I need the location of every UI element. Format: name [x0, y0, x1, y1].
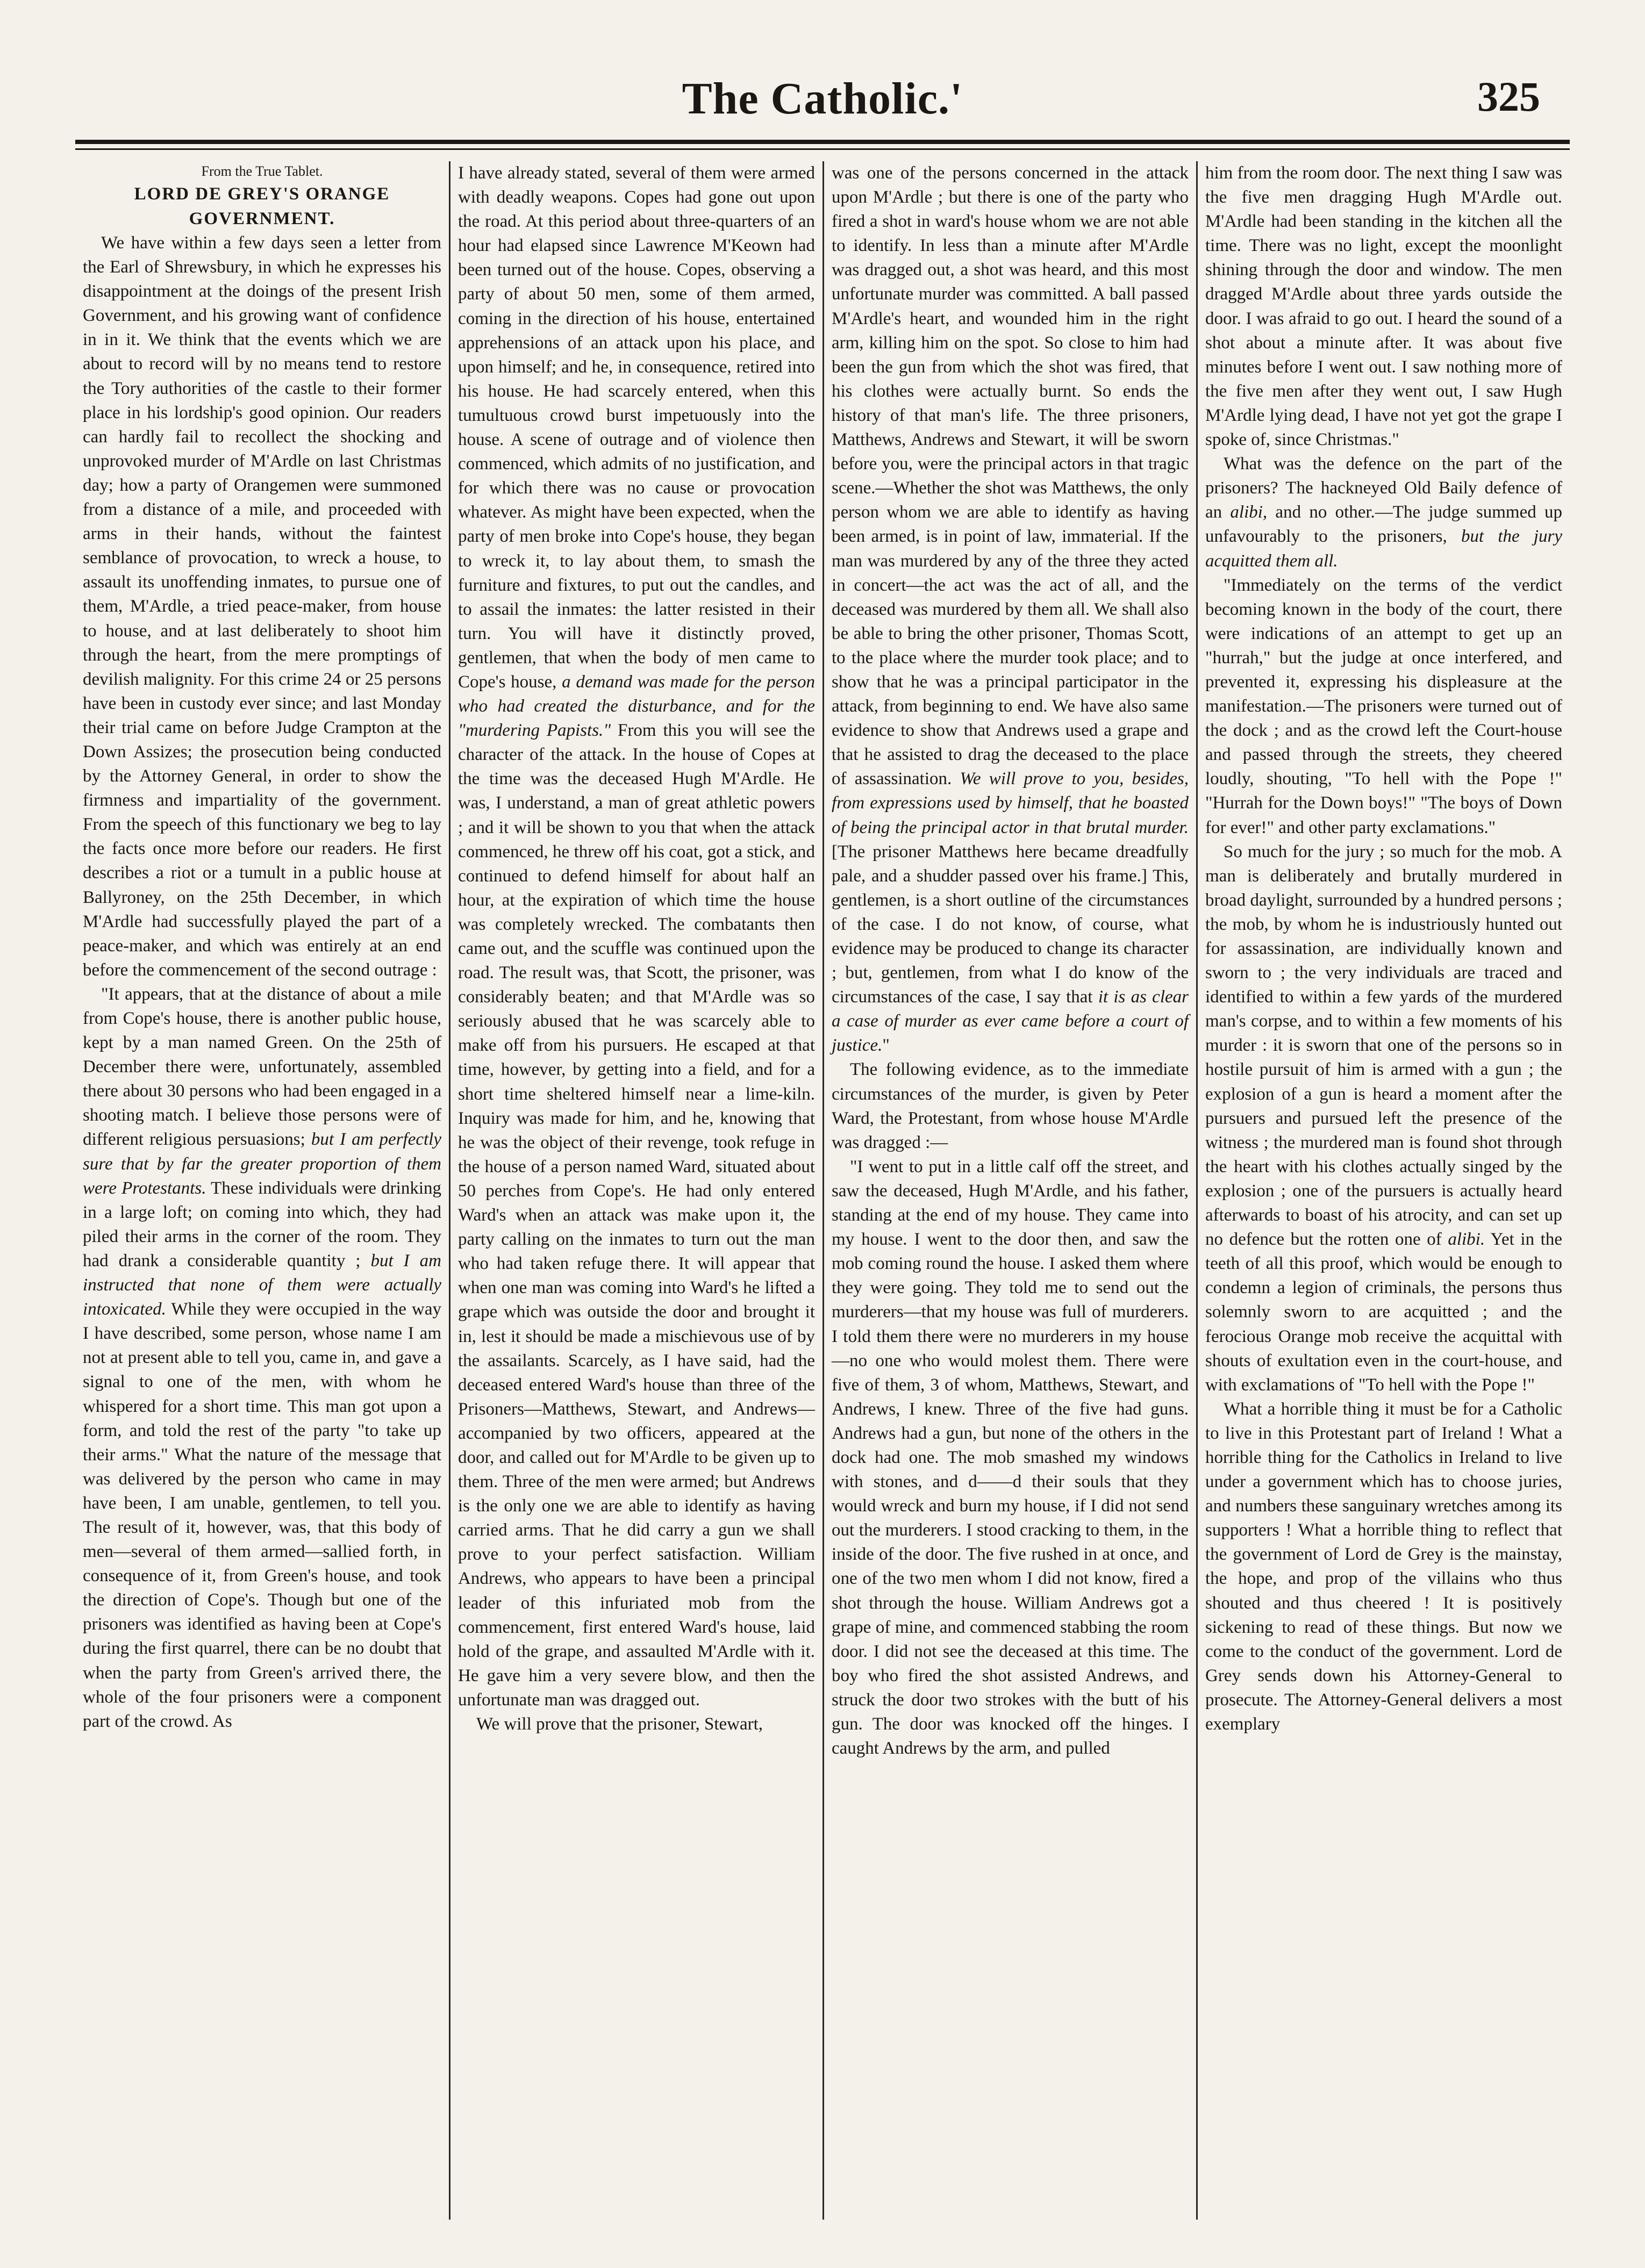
quoted-paragraph — [83, 982, 441, 1734]
paragraph — [1205, 840, 1562, 1397]
text-run: and no other.—The judge summed up unfavourably to the prisoners, — [1205, 503, 1562, 547]
text-run: While they were occupied in the way I have described, some person, whose name I am not at present able to tell you, came in, and gave a signal to one of the men, with whom he whispered for a short time. This man got upon a form, and told the rest of the party "to take up their arms." What the nature of the message that was delivered by the person who came in may have been, I am unable, gentlemen, to tell you. The result of it, however, was, that this body of men—several of them armed—sallied forth, in consequence of it, from Green's house, and took the direction of Cope's. Though but one of the prisoners was identified as having been at Cope's during the first quarrel, there can be no doubt that when the party from Green's arrived there, the whole of the four prisoners were a component part of the crowd. As — [83, 1300, 441, 1731]
paragraph: We have within a few days seen a letter from the Earl of Shrewsbury, in which he expresses his disappointment at the doings of the present Irish Government, and his growing want of confidence in in it. We think that the events which we are about to record will by no means tend to restore the Tory authorities of the castle to their former place in his lordship's good opinion. Our readers can hardly fail to recollect the shocking and unprovoked murder of M'Ardle on last Christmas day; how a party of Orangemen were summoned from a distance of a mile, and proceeded with arms in their hands, without the faintest semblance of provocation, to wreck a house, to assault its unoffending inmates, to pursue one of them, M'Ardle, a tried peace-maker, from house to house, and at last deliberately to shoot him through the heart, from the mere promptings of devilish malignity. For this crime 24 or 25 persons have been in custody ever since; and last Monday their trial came on before Judge Crampton at the Down Assizes; the prosecution being conducted by the Attorney General, in order to show the firmness and impartiality of the government. From the speech of this functionary we beg to lay the facts once more before our readers. He first describes a riot or a tumult in a public house at Ballyroney, on the 25th December, in which M'Ardle had successfully played the part of a peace-maker, and which was entirely at an end before the commencement of the second outrage : — [83, 233, 441, 980]
header-rule-thin — [75, 148, 1570, 150]
paragraph — [1205, 452, 1562, 573]
paragraph — [458, 161, 815, 1712]
italic-run: but I am instructed that none of them were actually intoxicated. — [83, 1251, 441, 1319]
paragraph: We will prove that the prisoner, Stewart, — [476, 1714, 763, 1734]
source-credit: From the True Tablet. — [201, 163, 323, 179]
text-run: I have already stated, several of them were armed with deadly weapons. Copes had gone out upon the road. At this period about three-quarters of an hour had elapsed since Lawrence M'Keown had been turned out of the house. Copes, observing a party of about 50 men, some of them armed, coming in the direction of his house, entertained apprehensions of an attack upon his place, and upon himself; and he, in consequence, retired into his house. He had scarcely entered, when this tumultuous crowd burst impetuously into the house. A scene of outrage and of violence then commenced, which admits of no justification, and for which there was no cause or provocation whatever. As might have been expected, when the party of men broke into Cope's house, they began to wreck it, to lay about them, to smash the furniture and fixtures, to put out the candles, and to assail the inmates: the latter resisted in their turn. You will have it distinctly proved, gentlemen, that when the body of men came to Cope's house, — [458, 163, 815, 692]
text-run: So much for the jury ; so much for the mob. A man is deliberately and brutally murdered in broad daylight, surrounded by a hundred persons ; the mob, by whom he is industriously hunted out for assassination, are individually known and sworn to ; the very individuals are traced and identified to within a few yards of the murdered man's corpse, and to within a few moments of his murder : it is sworn that one of the persons so in hostile pursuit of him is armed with a gun ; the explosion of a gun is heard a moment after the pursuers and pursued left the presence of the witness ; the murdered man is found shot through the heart with his clothes actually singed by the explosion ; one of the pursuers is actually heard afterwards to boast of his atrocity, and can set up no defence but the rotten one of — [1205, 842, 1562, 1250]
italic-run: but the jury acquitted them all. — [1205, 527, 1562, 571]
article-headline: LORD DE GREY'S ORANGE GOVERNMENT. — [134, 184, 390, 228]
paragraph: him from the room door. The next thing I saw was the five men dragging Hugh M'Ardle out. M'Ardle had been standing in the kitchen all the time. There was no light, except the moonlight shining through the door and window. The men dragged M'Ardle about three yards outside the door. I was afraid to go out. I heard the sound of a shot about a minute after. It was about five minutes before I went out. I saw nothing more of the five men after they went out, I saw Hugh M'Ardle lying dead, I have not yet got the grape I spoke of, since Christmas." — [1205, 163, 1562, 450]
paragraph — [832, 161, 1189, 1058]
text-run: What was the defence on the part of the prisoners? The hackneyed Old Baily defence of an — [1205, 454, 1562, 522]
column-1 — [75, 161, 449, 2220]
italic-run: it is as clear a case of murder as ever came before a court of justice. — [832, 987, 1189, 1056]
page-number: 325 — [1477, 73, 1540, 120]
text-run: " — [882, 1036, 890, 1056]
journal-title: The Catholic.' — [682, 74, 963, 124]
italic-run: alibi. — [1448, 1230, 1485, 1250]
paragraph: The following evidence, as to the immediate circumstances of the murder, is given by Peter Ward, the Protestant, from whose house M'Ardle was dragged :— — [832, 1060, 1189, 1152]
italic-run: a demand was made for the person who had created the disturbance, and for the "murdering Papists." — [458, 672, 816, 741]
column-2 — [449, 161, 822, 2220]
article-columns — [75, 161, 1570, 2220]
italic-run: We will prove to you, besides, from expressions used by himself, that he boasted of being the principal actor in that brutal murder. — [832, 769, 1189, 837]
column-4 — [1196, 161, 1570, 2220]
paragraph: What a horrible thing it must be for a Catholic to live in this Protestant part of Ireland ! What a horrible thing for the Catholics in Ireland to live under a government which has to choose juries, and numbers these sanguinary wretches among its supporters ! What a horrible thing to reflect that the government of Lord de Grey is the mainstay, the hope, and prop of the villains who thus shouted and thus cheered ! It is positively sickening to read of these things. But now we come to the conduct of the government. Lord de Grey sends down his Attorney-General to prosecute. The Attorney-General delivers a most exemplary — [1205, 1399, 1562, 1734]
text-run: was one of the persons concerned in the attack upon M'Ardle ; but there is one of the party who fired a shot in ward's house whom we are not able to identify. In less than a minute after M'Ardle was dragged out, a shot was heard, and this most unfortunate murder was committed. A ball passed M'Ardle's heart, and wounded him in the right arm, killing him on the spot. So close to him had been the gun from which the shot was fired, that his clothes were actually burnt. So ends the history of that man's life. The three prisoners, Matthews, Andrews and Stewart, it will be sworn before you, were the principal actors in that tragic scene.—Whether the shot was Matthews, the only person whom we are able to identify as having been armed, is in point of law, immaterial. If the man was murdered by any of the three they acted in concert—the act was the act of all, and the deceased was murdered by them all. We shall also be able to bring the other prisoner, Thomas Scott, to the place where the murder took place; and to show that he was a principal participator in the attack, from beginning to end. We have also same evidence to show that Andrews used a grape and that he assisted to drag the deceased to the place of assassination. — [832, 163, 1189, 789]
italic-run: alibi, — [1230, 503, 1268, 522]
text-run: "It appears, that at the distance of about a mile from Cope's house, there is another public house, kept by a man named Green. On the 25th of December there were, unfortunately, assembled there about 30 persons who had been engaged in a shooting match. I believe those persons were of different religious persuasions; — [83, 984, 441, 1150]
text-run: From this you will see the character of the attack. In the house of Copes at the time was the deceased Hugh M'Ardle. He was, I understand, a man of great athletic powers ; and it will be shown to you that when the attack commenced, he threw off his coat, got a stick, and continued to defend himself for about half an hour, at the expiration of which time the house was completely wrecked. The combatants then came out, and the scuffle was continued upon the road. The result was, that Scott, the prisoner, was considerably beaten; and that M'Ardle was so seriously abused that he was scarcely able to make off from his pursuers. He escaped at that time, however, by getting into a field, and for a short time sheltered himself near a lime-kiln. Inquiry was made for him, and he, knowing that he was the object of their revenge, took refuge in the house of a person named Ward, situated about 50 perches from Cope's. He had only entered Ward's when an attack was make upon it, the party calling on the inmates to turn out the man who had taken refuge there. It will appear that when one man was coming into Ward's he lifted a grape which was outside the door and brought it in, lest it should be made a mischievous use of by the assailants. Scarcely, as I have said, had the deceased entered Ward's house than three of the Prisoners—Matthews, Stewart, and Andrews—accompanied by two officers, appeared at the door, and called out for M'Ardle to be given up to them. Three of the men were armed; but Andrews is the only one we are able to identify as having carried arms. That he did carry a gun we shall prove to your perfect satisfaction. William Andrews, who appears to have been a principal leader of this infuriated mob from the commencement, first entered Ward's house, laid hold of the grape, and assaulted M'Ardle with it. He gave him a very severe blow, and then the unfortunate man was dragged out. — [458, 721, 815, 1710]
page-header — [0, 0, 1645, 145]
column-3 — [822, 161, 1196, 2220]
text-run: These individuals were drinking in a large loft; on coming into which, they had piled their arms in the corner of the room. They had drank a considerable quantity ; — [83, 1178, 441, 1271]
italic-run: but I am perfectly sure that by far the greater proportion of them were Protestants. — [83, 1130, 441, 1198]
quoted-paragraph: "Immediately on the terms of the verdict becoming known in the body of the court, there were indications of an attempt to get up an "hurrah," but the judge at once interfered, and prevented it, expressing his displeasure at the manifestation.—The prisoners were turned out of the dock ; and as the crowd left the Court-house and passed through the streets, they cheered loudly, shouting, "To hell with the Pope !" "Hurrah for the Down boys!" "The boys of Down for ever!" and other party exclamations." — [1205, 575, 1562, 837]
header-rule-thick — [75, 140, 1570, 144]
text-run: [The prisoner Matthews here became dreadfully pale, and a shudder passed over his frame.] This, gentlemen, is a short outline of the circumstances of the case. I do not know, of course, what evidence may be produced to change its character ; but, gentlemen, from what I do know of the circumstances of the case, I say that — [832, 842, 1189, 1007]
quoted-paragraph: "I went to put in a little calf off the street, and saw the deceased, Hugh M'Ardle, and his father, standing at the end of my house. They came into my house. I went to the door then, and saw the mob coming round the house. I asked them where they were going. They told me to send out the murderers—that my house was full of murderers. I told them there were no murderers in my house—no one who would molest them. There were five of them, 3 of whom, Matthews, Stewart, and Andrews, I knew. Three of the five had guns. Andrews had a gun, but none of the others in the dock had one. The mob smashed my windows with stones, and d——d their souls that they would wreck and burn my house, if I did not send out the murderers. I stood cracking to them, in the inside of the door. The five rushed in at once, and one of the two men whom I did not know, fired a shot through the house. William Andrews got a grape of mine, and commenced stabbing the room door. I did not see the deceased at this time. The boy who fired the shot assisted Andrews, and struck the door two strokes with the butt of his gun. The door was knocked off the hinges. I caught Andrews by the arm, and pulled — [832, 1157, 1189, 1759]
text-run: Yet in the teeth of all this proof, which would be enough to condemn a legion of criminals, the persons thus solemnly sworn to are acquitted ; and the ferocious Orange mob receive the acquittal with shouts of exultation even in the court-house, and with exclamations of "To hell with the Pope !" — [1205, 1230, 1562, 1395]
